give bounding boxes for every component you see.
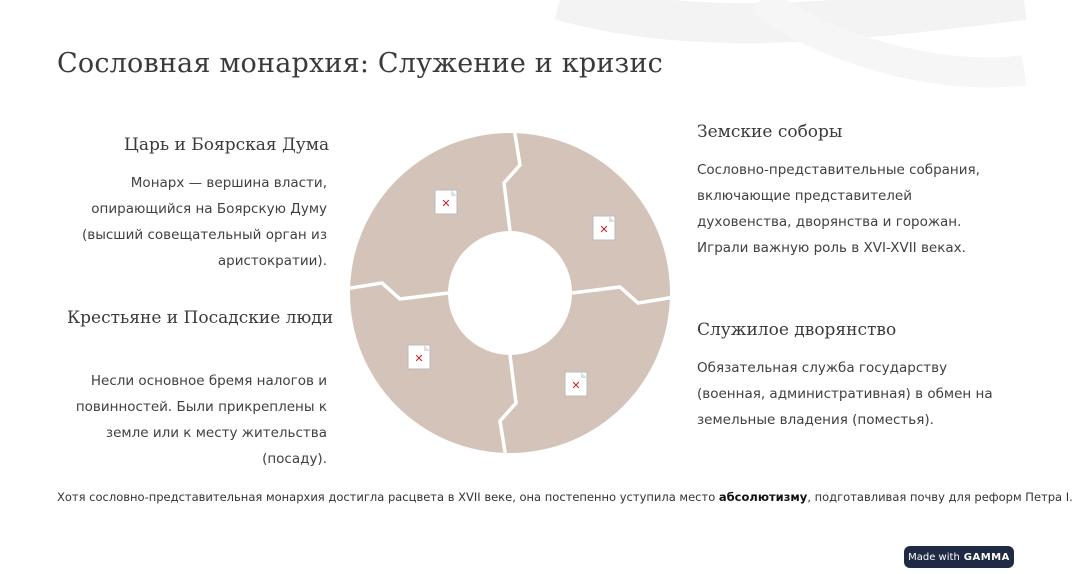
badge-brand: GAMMA — [963, 551, 1010, 563]
section-heading-service-nobility: Служилое дворянство — [697, 320, 897, 340]
text-line: Монарх — вершина власти, — [130, 175, 327, 191]
footer-text-end: , подготавливая почву для реформ Петра I. — [807, 490, 1073, 504]
section-text-zemsky — [697, 157, 997, 261]
section-text-peasants — [37, 368, 327, 472]
cycle-diagram — [349, 128, 671, 458]
made-with-gamma-badge[interactable] — [904, 546, 1014, 568]
text-line: Обязательная служба государству — [697, 360, 948, 376]
page-title: Сословная монархия: Служение и кризис — [57, 48, 663, 79]
text-line: Несли основное бремя налогов и — [90, 373, 327, 389]
section-heading-tsar: Царь и Боярская Дума — [124, 135, 330, 155]
text-line: Сословно-представительные собрания, — [697, 162, 980, 178]
text-line: (высший совещательный орган из — [82, 227, 327, 243]
text-line: опирающийся на Боярскую Думу — [91, 201, 327, 217]
text-line: духовенства, дворянства и горожан. — [697, 214, 962, 230]
section-text-tsar — [47, 170, 327, 274]
text-line: (военная, административная) в обмен на — [697, 386, 993, 402]
section-text-service-nobility — [697, 355, 1007, 433]
footer-text: Хотя сословно-представительная монархия достигла расцвета в XVII веке, она постепенно уступила место — [57, 490, 719, 504]
footer-bold-term: абсолютизму — [718, 490, 808, 504]
text-line: земле или к месту жительства (посаду). — [105, 425, 327, 467]
text-line: повинностей. Были прикреплены к — [75, 399, 327, 415]
broken-image-icon — [565, 372, 587, 396]
badge-prefix: Made with — [908, 551, 960, 563]
footer-note — [57, 490, 1073, 504]
broken-image-icon — [593, 216, 615, 240]
cycle-ring — [350, 133, 670, 453]
broken-image-icon — [408, 345, 430, 369]
section-heading-zemsky: Земские соборы — [697, 122, 843, 142]
svg-text:✕: ✕ — [414, 352, 424, 365]
svg-text:✕: ✕ — [599, 223, 609, 236]
text-line: включающие представителей — [697, 188, 913, 204]
text-line: земельные владения (поместья). — [697, 412, 934, 428]
section-heading-peasants: Крестьяне и Посадские люди — [67, 308, 334, 328]
svg-text:✕: ✕ — [441, 197, 451, 210]
svg-text:✕: ✕ — [571, 379, 581, 392]
broken-image-icon — [435, 190, 457, 214]
text-line: Играли важную роль в XVI-XVII веках. — [697, 240, 966, 256]
text-line: аристократии). — [217, 253, 327, 269]
